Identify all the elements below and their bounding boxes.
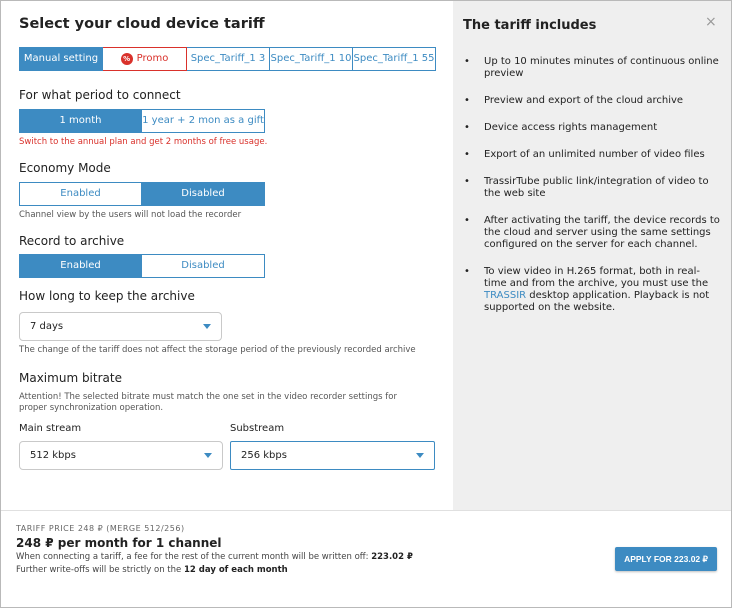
dialog-title: Select your cloud device tariff (19, 16, 265, 32)
includes-title: The tariff includes (463, 18, 597, 33)
tab-spec-tariff-55[interactable]: Spec_Tariff_1 55 (353, 47, 436, 71)
list-item-text: desktop application. Playback is not supported on the website. (484, 290, 710, 313)
period-option-1-year[interactable]: 1 year + 2 mon as a gift (142, 109, 265, 133)
writeoff-amount: 223.02 ₽ (371, 552, 413, 562)
period-toggle (19, 109, 265, 133)
keep-duration-value: 7 days (30, 321, 64, 332)
bitrate-label: Maximum bitrate (19, 371, 122, 385)
main-stream-label: Main stream (19, 423, 82, 434)
list-item: • Device access rights management (464, 122, 722, 134)
period-warning: Switch to the annual plan and get 2 months of free usage. (19, 137, 268, 147)
list-item: • After activating the tariff, the device records to the cloud and server using the same settings configured on the server for each channel. (464, 215, 722, 251)
apply-button[interactable]: APPLY FOR 223.02 ₽ (615, 547, 717, 571)
list-item-text: To view video in H.265 format, both in real-time and from the archive, you must use the (484, 266, 709, 289)
archive-label: Record to archive (19, 234, 125, 248)
includes-list (464, 56, 722, 329)
period-option-1-month[interactable]: 1 month (19, 109, 142, 133)
economy-toggle (19, 182, 265, 206)
substream-value: 256 kbps (241, 450, 287, 461)
keep-note: The change of the tariff does not affect the storage period of the previously recorded archive (19, 345, 416, 355)
economy-option-disabled[interactable]: Disabled (142, 182, 265, 206)
chevron-down-icon (416, 453, 424, 458)
tab-promo-label: Promo (136, 53, 169, 64)
close-icon[interactable]: × (705, 14, 717, 30)
substream-label: Substream (230, 423, 285, 434)
writeoff-note (16, 552, 413, 562)
keep-duration-select[interactable] (19, 312, 222, 341)
tariff-price-tag: TARIFF PRICE 248 ₽ (MERGE 512/256) (16, 524, 185, 533)
writeoff-day: 12 day of each month (183, 565, 288, 575)
further-writeoff-text: Further write-offs will be strictly on the (16, 565, 184, 575)
list-item: • TrassirTube public link/integration of video to the web site (464, 176, 722, 200)
chevron-down-icon (204, 453, 212, 458)
substream-select[interactable] (230, 441, 435, 470)
period-label: For what period to connect (19, 88, 181, 102)
economy-option-enabled[interactable]: Enabled (19, 182, 142, 206)
tariff-includes-panel (453, 1, 732, 510)
tariff-tabs (19, 47, 436, 71)
list-item (464, 266, 722, 314)
promo-badge-icon: % (121, 53, 133, 65)
main-stream-value: 512 kbps (30, 450, 76, 461)
further-writeoff-note (16, 565, 288, 575)
economy-label: Economy Mode (19, 161, 111, 175)
archive-toggle (19, 254, 265, 278)
tab-spec-tariff-10[interactable]: Spec_Tariff_1 10 (270, 47, 353, 71)
archive-option-enabled[interactable]: Enabled (19, 254, 142, 278)
keep-label: How long to keep the archive (19, 289, 195, 303)
writeoff-text: When connecting a tariff, a fee for the rest of the current month will be written off: (16, 552, 372, 562)
price-footer (1, 510, 732, 608)
list-item: • Preview and export of the cloud archive (464, 95, 722, 107)
trassir-link[interactable]: TRASSIR (484, 290, 527, 301)
price-per-month: 248 ₽ per month for 1 channel (16, 536, 222, 550)
economy-note: Channel view by the users will not load the recorder (19, 210, 242, 220)
bitrate-note: Attention! The selected bitrate must match the one set in the video recorder settings for proper synchronization operation. (19, 392, 397, 413)
tab-promo[interactable] (103, 47, 187, 71)
main-stream-select[interactable] (19, 441, 223, 470)
list-item: • Up to 10 minutes minutes of continuous online preview (464, 56, 722, 80)
archive-option-disabled[interactable]: Disabled (142, 254, 265, 278)
tab-spec-tariff-3[interactable]: Spec_Tariff_1 3 (187, 47, 270, 71)
list-item: • Export of an unlimited number of video files (464, 149, 722, 161)
chevron-down-icon (203, 324, 211, 329)
tab-manual-setting[interactable]: Manual setting (19, 47, 103, 71)
